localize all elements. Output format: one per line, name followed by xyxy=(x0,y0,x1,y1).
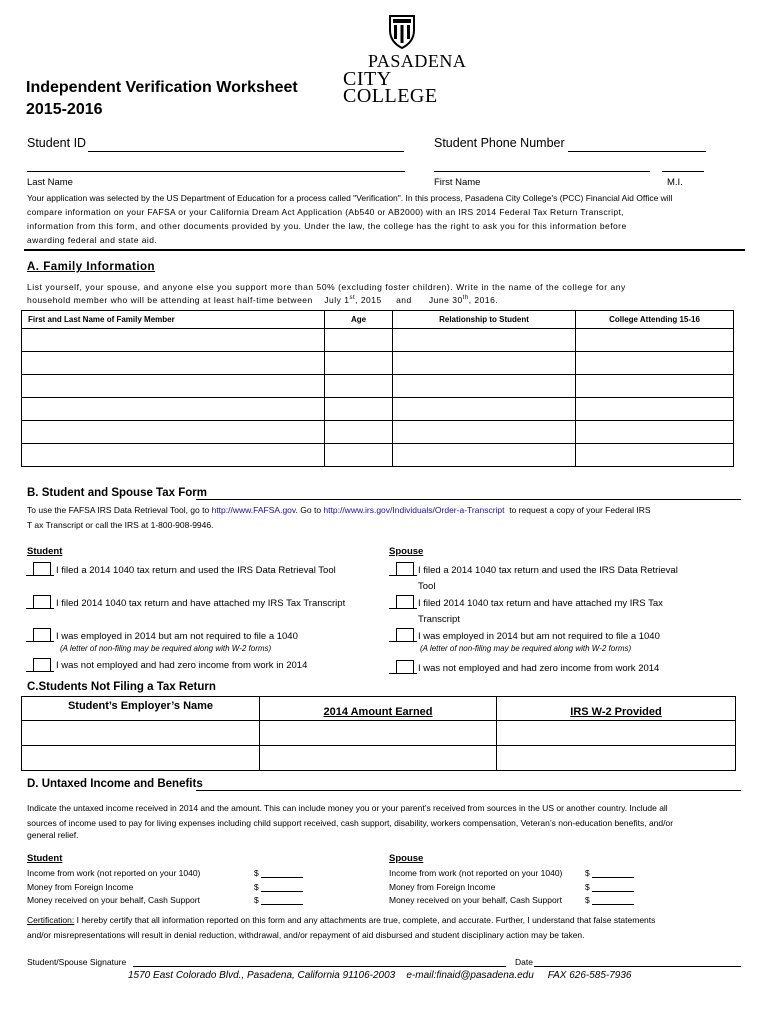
section-b-text-2: T ax Transcript or call the IRS at 1-800-908-9946. xyxy=(27,520,214,530)
section-d-text-2: sources of income used to pay for living expenses including child support received, cash support, disability, workers compensation, Veteran’s non-education benefits, and/or xyxy=(27,818,674,828)
mi-label: M.I. xyxy=(667,177,683,188)
col-amount: 2014 Amount Earned xyxy=(260,697,497,721)
spouse-opt-4: I was not employed and had zero income from work 2014 xyxy=(418,663,660,674)
spouse-opt-2: I filed 2014 1040 tax return and have attached my IRS Tax xyxy=(418,598,663,609)
date-label: Date xyxy=(515,957,533,967)
student-note: (A letter of non-filing may be required along with W-2 forms) xyxy=(60,644,272,653)
irs-link[interactable]: http://www.irs.gov/Individuals/Order-a-Transcript xyxy=(323,505,505,515)
d-spouse-item-1: Income from work (not reported on your 1040) xyxy=(389,868,563,878)
student-id-label: Student ID xyxy=(27,136,87,150)
first-name-label: First Name xyxy=(434,177,481,188)
page-year: 2015-2016 xyxy=(26,101,103,118)
section-divider xyxy=(24,249,745,251)
table-row[interactable] xyxy=(22,375,734,398)
table-row[interactable] xyxy=(22,746,736,771)
signature-label: Student/Spouse Signature xyxy=(27,957,127,967)
phone-field[interactable] xyxy=(568,151,706,152)
college-name-line1: PASADENA xyxy=(368,51,467,71)
fafsa-link[interactable]: http://www.FAFSA.gov xyxy=(211,505,296,515)
spouse-opt-2b: Transcript xyxy=(418,614,460,625)
spouse-opt-1b: Tool xyxy=(418,581,436,592)
d-spouse-amount-1[interactable] xyxy=(592,877,634,878)
section-b-rule xyxy=(196,499,741,500)
section-d-text-1: Indicate the untaxed income received in 2014 and the amount. This can include money you or your parent’s received from sources in the US or another country. Include all xyxy=(27,803,668,813)
table-row[interactable] xyxy=(22,421,734,444)
table-row[interactable] xyxy=(22,398,734,421)
spouse-note: (A letter of non-filing may be required along with W-2 forms) xyxy=(420,644,632,653)
table-row[interactable] xyxy=(22,721,736,746)
col-employer: Student’s Employer’s Name xyxy=(22,697,260,721)
first-name-field[interactable] xyxy=(434,171,650,172)
d-spouse-item-2: Money from Foreign Income xyxy=(389,882,496,892)
phone-label: Student Phone Number xyxy=(434,136,565,150)
d-spouse-label: Spouse xyxy=(389,853,424,864)
student-checkbox-drt[interactable] xyxy=(33,562,53,576)
college-name-line2: CITY COLLEGE xyxy=(343,68,438,107)
spouse-checkbox-not-employed[interactable] xyxy=(396,660,416,674)
d-student-dollar-2: $ xyxy=(254,882,259,892)
student-checkbox-transcript[interactable] xyxy=(33,595,53,609)
spouse-label: Spouse xyxy=(389,546,424,557)
student-opt-4: I was not employed and had zero income from work in 2014 xyxy=(56,660,308,671)
student-checkbox-not-employed[interactable] xyxy=(33,658,53,672)
employer-table-header xyxy=(22,697,736,721)
col-college: College Attending 15-16 xyxy=(576,311,734,329)
footer-email: e-mail:finaid@pasadena.edu xyxy=(406,970,534,981)
d-spouse-dollar-1: $ xyxy=(585,868,590,878)
d-spouse-item-3: Money received on your behalf, Cash Support xyxy=(389,895,562,905)
intro-line-1: Your application was selected by the US Department of Education for a process called "Verification". In this process, Pasadena City College's (PCC) Financial Aid Office will xyxy=(27,193,673,203)
spouse-checkbox-drt[interactable] xyxy=(396,562,416,576)
table-row[interactable] xyxy=(22,352,734,375)
family-table xyxy=(21,310,734,467)
spouse-checkbox-transcript[interactable] xyxy=(396,595,416,609)
section-b-heading: B. Student and Spouse Tax Form xyxy=(27,487,207,499)
student-opt-3: I was employed in 2014 but am not required to file a 1040 xyxy=(56,631,298,642)
spouse-checkbox-employed[interactable] xyxy=(396,628,416,642)
d-student-item-3: Money received on your behalf, Cash Support xyxy=(27,895,200,905)
section-a-text-1: List yourself, your spouse, and anyone else you support more than 50% (excluding foster children). Write in the name of the college for any xyxy=(27,282,626,292)
student-label: Student xyxy=(27,546,63,557)
intro-line-2: compare information on your FAFSA or your California Dream Act Application (Ab540 or AB2000) with an IRS 2014 Federal Tax Return Transcript, xyxy=(27,207,624,217)
college-logo xyxy=(340,14,467,107)
footer xyxy=(128,970,631,981)
d-student-amount-2[interactable] xyxy=(261,891,303,892)
d-student-item-2: Money from Foreign Income xyxy=(27,882,134,892)
section-d-text-3: general relief. xyxy=(27,830,79,840)
col-name: First and Last Name of Family Member xyxy=(22,311,325,329)
spouse-opt-1: I filed a 2014 1040 tax return and used the IRS Data Retrieval xyxy=(418,565,678,576)
table-row[interactable] xyxy=(22,444,734,467)
page-title: Independent Verification Worksheet xyxy=(26,79,298,96)
family-table-header xyxy=(22,311,734,329)
d-student-item-1: Income from work (not reported on your 1040) xyxy=(27,868,201,878)
d-student-dollar-1: $ xyxy=(254,868,259,878)
d-student-dollar-3: $ xyxy=(254,895,259,905)
col-age: Age xyxy=(325,311,393,329)
student-checkbox-employed[interactable] xyxy=(33,628,53,642)
d-student-amount-3[interactable] xyxy=(261,904,303,905)
col-w2: IRS W-2 Provided xyxy=(497,697,736,721)
d-spouse-dollar-2: $ xyxy=(585,882,590,892)
section-c-heading: C.Students Not Filing a Tax Return xyxy=(27,681,216,693)
student-opt-1: I filed a 2014 1040 tax return and used the IRS Data Retrieval Tool xyxy=(56,565,336,576)
d-spouse-amount-3[interactable] xyxy=(592,904,634,905)
section-a-heading: A. Family Information xyxy=(27,261,156,273)
mi-field[interactable] xyxy=(662,171,704,172)
spouse-opt-3: I was employed in 2014 but am not required to file a 1040 xyxy=(418,631,660,642)
certification-label: Certification: xyxy=(27,915,75,925)
d-student-amount-1[interactable] xyxy=(261,877,303,878)
employer-table xyxy=(21,696,736,771)
student-id-field[interactable] xyxy=(88,151,404,152)
last-name-label: Last Name xyxy=(27,177,73,188)
footer-address: 1570 East Colorado Blvd., Pasadena, California 91106-2003 xyxy=(128,970,396,981)
last-name-field[interactable] xyxy=(27,171,405,172)
section-a-text-2: household member who will be attending at least half-time between July 1st, 2015 and June 30th, 2016. xyxy=(27,295,499,305)
pcc-crest-icon xyxy=(388,14,416,50)
col-relationship: Relationship to Student xyxy=(393,311,576,329)
d-student-label: Student xyxy=(27,853,63,864)
section-d-rule xyxy=(196,790,741,791)
student-opt-2: I filed 2014 1040 tax return and have attached my IRS Tax Transcript xyxy=(56,598,346,609)
signature-field[interactable] xyxy=(133,966,506,967)
date-field[interactable] xyxy=(534,966,741,967)
intro-line-4: awarding federal and state aid. xyxy=(27,235,158,245)
footer-fax: FAX 626-585-7936 xyxy=(547,970,632,981)
section-b-text-1: To use the FAFSA IRS Data Retrieval Tool, go to http://www.FAFSA.gov. Go to http://www.irs.gov/Individuals/Order-a-Transcript to request a copy of your Federal IRS xyxy=(27,505,651,515)
certification-text-2: and/or misrepresentations will result in denial reduction, withdrawal, and/or repayment of aid disbursed and student disciplinary action may be taken. xyxy=(27,930,585,940)
d-spouse-dollar-3: $ xyxy=(585,895,590,905)
table-row[interactable] xyxy=(22,329,734,352)
intro-line-3: information from this form, and other documents provided by you. Under the law, the college has the right to ask you for this information before xyxy=(27,221,627,231)
d-spouse-amount-2[interactable] xyxy=(592,891,634,892)
section-d-heading: D. Untaxed Income and Benefits xyxy=(27,778,203,790)
certification-text-1: Certification: I hereby certify that all information reported on this form and any attachments are true, complete, and accurate. Further, I understand that false statements xyxy=(27,915,656,925)
